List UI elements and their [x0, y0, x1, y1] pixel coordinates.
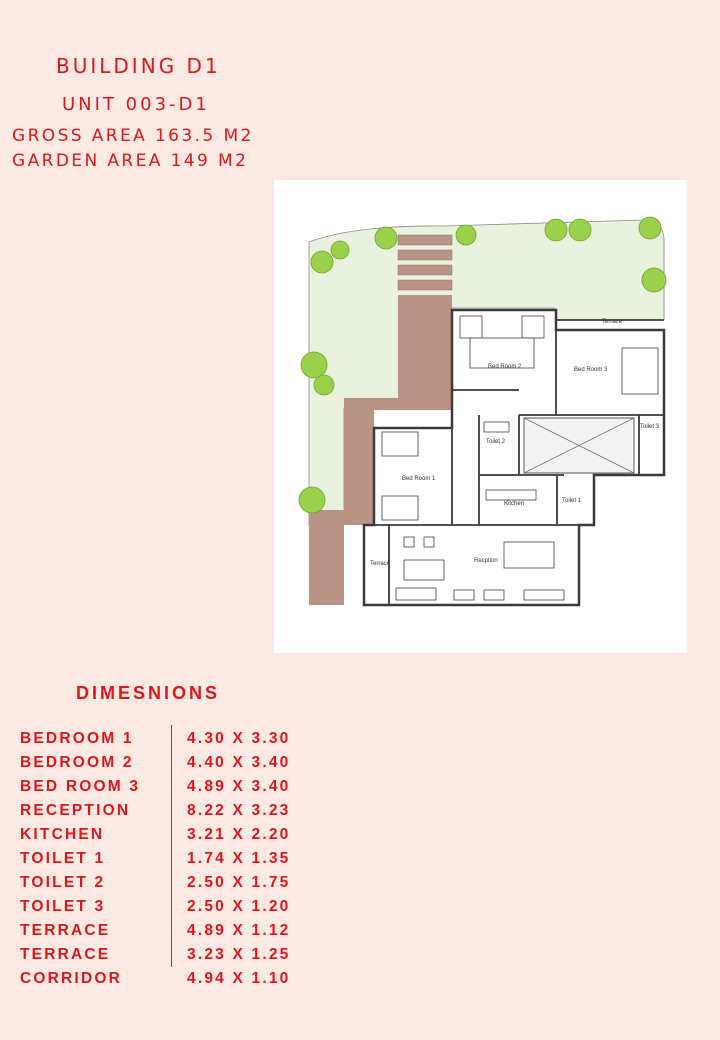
dimension-room: TOILET 1: [20, 850, 106, 867]
dimension-size: 8.22 X 3.23: [187, 802, 291, 819]
building-title: BUILDING D1: [56, 54, 221, 78]
label-toilet-3: Toilet 3: [640, 424, 660, 430]
dimension-size: 4.40 X 3.40: [187, 754, 291, 771]
dimension-size: 4.94 X 1.10: [187, 970, 291, 987]
label-terrace-top: Terrace: [602, 319, 623, 325]
dimension-size: 4.89 X 3.40: [187, 778, 291, 795]
dimension-room: BEDROOM 2: [20, 754, 134, 771]
label-kitchen: Kitchen: [504, 501, 525, 507]
dimension-room: RECEPTION: [20, 802, 131, 819]
dimension-row: [20, 800, 340, 824]
dimension-size: 4.30 X 3.30: [187, 730, 291, 747]
dimensions-table: [20, 728, 340, 992]
dimension-room: CORRIDOR: [20, 970, 122, 987]
dimension-row: [20, 968, 340, 992]
dimension-room: BED ROOM 3: [20, 778, 141, 795]
dimension-size: 2.50 X 1.75: [187, 874, 291, 891]
dimension-size: 1.74 X 1.35: [187, 850, 291, 867]
label-bedroom-2: Bed Room 2: [488, 364, 522, 370]
label-bedroom-1: Bed Room 1: [402, 476, 436, 482]
dimension-row: [20, 776, 340, 800]
dimension-room: KITCHEN: [20, 826, 105, 843]
label-bedroom-3: Bed Room 3: [574, 367, 608, 373]
dimensions-title: DIMESNIONS: [76, 683, 221, 703]
dimension-row: [20, 944, 340, 968]
dimension-size: 2.50 X 1.20: [187, 898, 291, 915]
floor-plan: [274, 180, 687, 653]
garden-area: GARDEN AREA 149 M2: [12, 151, 249, 171]
dimension-size: 4.89 X 1.12: [187, 922, 291, 939]
dimension-row: [20, 752, 340, 776]
label-toilet-1: Toilet 1: [562, 498, 582, 504]
dimension-row: [20, 872, 340, 896]
dimension-row: [20, 848, 340, 872]
dimension-room: BEDROOM 1: [20, 730, 134, 747]
label-reception: Recption: [474, 558, 498, 564]
unit-title: UNIT 003-D1: [62, 94, 210, 115]
dimension-room: TOILET 2: [20, 874, 106, 891]
dimension-row: [20, 824, 340, 848]
dimension-room: TOILET 3: [20, 898, 106, 915]
gross-area: GROSS AREA 163.5 M2: [12, 126, 254, 146]
dimension-row: [20, 728, 340, 752]
dimension-row: [20, 896, 340, 920]
floor-plan-drawing: [274, 180, 687, 653]
dimension-row: [20, 920, 340, 944]
dimension-size: 3.23 X 1.25: [187, 946, 291, 963]
dimension-room: TERRACE: [20, 922, 111, 939]
dimension-room: TERRACE: [20, 946, 111, 963]
label-terrace-left: Terrace: [370, 561, 391, 567]
label-toilet-2: Toilet 2: [486, 439, 506, 445]
dimension-size: 3.21 X 2.20: [187, 826, 291, 843]
